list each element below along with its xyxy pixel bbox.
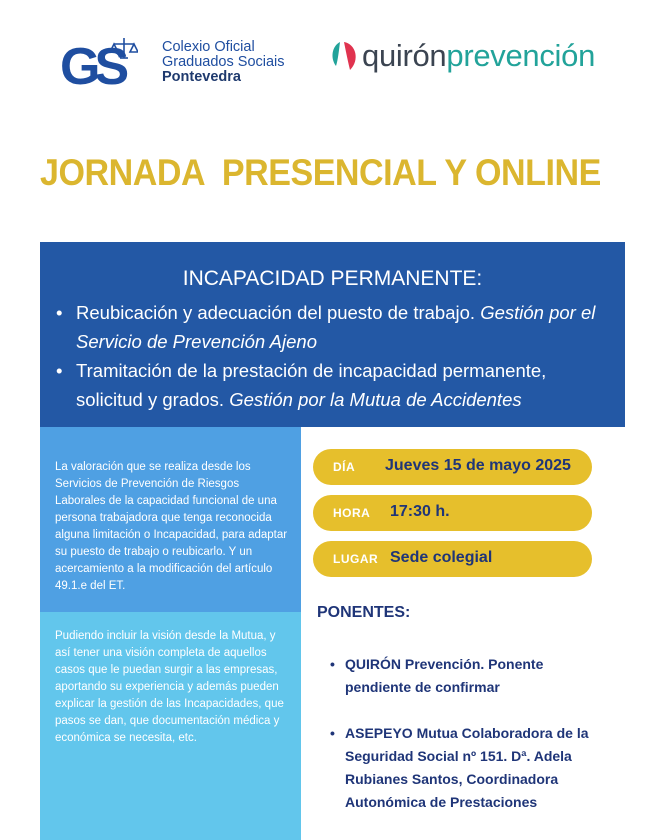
- bullet-icon: •: [330, 725, 335, 741]
- hora-pill: [313, 495, 592, 531]
- banner-item: [56, 298, 616, 356]
- event-title: JORNADA PRESENCIAL Y ONLINE: [40, 152, 601, 193]
- dia-value: Jueves 15 de mayo 2025: [385, 457, 571, 474]
- quiron-logo-text: [362, 38, 595, 74]
- dia-label: DÍA: [333, 460, 356, 474]
- banner-item-italic: Gestión por la Mutua de Accidentes: [229, 389, 522, 410]
- colegio-line2: Graduados Sociais: [162, 54, 285, 70]
- ponente-text: ASEPEYO Mutua Colaboradora de la Seguridad Social nº 151. Dª. Adela Rubianes Santos, Coordinadora Autonómica de Prestaciones: [345, 725, 589, 810]
- hora-label: HORA: [333, 506, 371, 520]
- colegio-line3: Pontevedra: [162, 69, 241, 85]
- lugar-value: Sede colegial: [390, 549, 493, 566]
- banner-item: [56, 356, 616, 414]
- ponentes-heading: PONENTES:: [317, 604, 411, 621]
- colegio-line1: Colexio Oficial: [162, 39, 255, 55]
- quiron-part1: quirón: [362, 38, 447, 73]
- hora-value: 17:30 h.: [390, 503, 450, 520]
- logo-letters: GS: [60, 38, 124, 90]
- dia-pill: [313, 449, 592, 485]
- banner-title: INCAPACIDAD PERMANENTE:: [182, 267, 483, 290]
- banner-item-italic: Gestión por el Servicio de Prevención Ajeno: [76, 302, 596, 352]
- colegio-logo: [60, 36, 138, 90]
- quiron-part2: prevención: [446, 38, 596, 73]
- lugar-label: LUGAR: [333, 552, 379, 566]
- description-panel-2: [40, 612, 301, 840]
- quiron-logo-icon: [330, 38, 360, 78]
- ponente-item: [330, 722, 615, 814]
- description-panel-1: [40, 427, 301, 612]
- description-text-1: La valoración que se realiza desde los Servicios de Prevención de Riesgos Laborales de la capacidad funcional de una persona trabajadora que tenga reconocida alguna limitación o Incapacidad, para adaptar su puesto de trabajo o reubicarlo. Y un acercamiento a la modificación del artículo 49.1.e del ET.: [55, 461, 288, 592]
- banner-list: [56, 298, 616, 414]
- topic-banner: [40, 242, 625, 427]
- ponente-item: [330, 653, 595, 699]
- ponente-text: QUIRÓN Prevención. Ponente pendiente de confirmar: [345, 656, 544, 695]
- description-text-2: Pudiendo incluir la visión desde la Mutua, y así tener una visión completa de aquellos casos que le puedan surgir a las empresas, aportando su experiencia y además pueden explicar la gestión de las Incapacidades, que pasos se dan, que documentación médica y económica se necesita, etc.: [55, 630, 284, 744]
- lugar-pill: [313, 541, 592, 577]
- banner-item-text: Tramitación de la prestación de incapacidad permanente, solicitud y grados.: [76, 360, 547, 410]
- bullet-icon: •: [56, 360, 63, 381]
- banner-item-text: Reubicación y adecuación del puesto de trabajo.: [76, 302, 481, 323]
- colegio-name: [162, 40, 285, 85]
- bullet-icon: •: [56, 302, 63, 323]
- bullet-icon: •: [330, 656, 335, 672]
